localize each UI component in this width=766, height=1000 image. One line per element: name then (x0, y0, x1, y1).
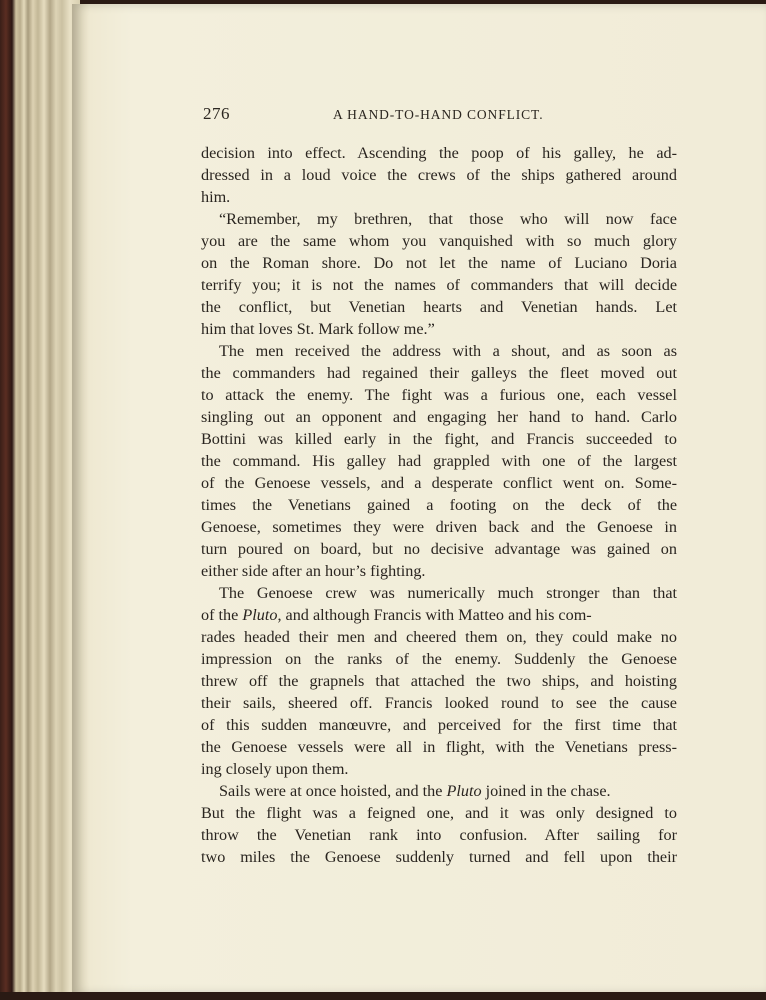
text-line: the conflict, but Venetian hearts and Venetian hands. Let (201, 298, 677, 316)
text-line: ing closely upon them. (201, 760, 349, 778)
text-fragment: , and although Francis with Matteo and his com- (277, 606, 592, 624)
text-line-mixed (201, 604, 677, 626)
text-line: the command. His galley had grappled with one of the largest (201, 452, 677, 470)
ship-name: Pluto (242, 606, 278, 624)
text-line: the Genoese vessels were all in flight, with the Venetians press- (201, 738, 677, 756)
text-line: rades headed their men and cheered them on, they could make no (201, 628, 677, 646)
text-line: either side after an hour’s fighting. (201, 562, 426, 580)
running-title: A HAND-TO-HAND CONFLICT. (333, 107, 544, 122)
page-header (203, 104, 683, 128)
text-line: him that loves St. Mark follow me.” (201, 320, 435, 338)
text-fragment: joined in the chase. (481, 782, 611, 800)
text-line: The men received the address with a shout, and as soon as (219, 342, 677, 360)
text-line: turn poured on board, but no decisive advantage was gained on (201, 540, 677, 558)
text-line: decision into effect. Ascending the poop of his galley, he ad- (201, 144, 677, 162)
text-line: him. (201, 188, 231, 206)
text-line: But the flight was a feigned one, and it was only designed to (201, 804, 677, 822)
text-line: times the Venetians gained a footing on the deck of the (201, 496, 677, 514)
text-line: their sails, sheered off. Francis looked round to see the cause (201, 694, 677, 712)
text-line: Genoese, sometimes they were driven back and the Genoese in (201, 518, 677, 536)
text-line: dressed in a loud voice the crews of the ships gathered around (201, 166, 677, 184)
text-line: to attack the enemy. The fight was a furious one, each vessel (201, 386, 677, 404)
text-line-mixed (201, 780, 677, 802)
text-line: the commanders had regained their galleys the fleet moved out (201, 364, 677, 382)
ship-name: Pluto (446, 782, 482, 800)
text-line: singling out an opponent and engaging her hand to hand. Carlo (201, 408, 677, 426)
text-line: of the Genoese vessels, and a desperate conflict went on. Some- (201, 474, 677, 492)
text-line: threw off the grapnels that attached the two ships, and hoisting (201, 672, 677, 690)
text-line: The Genoese crew was numerically much stronger than that (219, 584, 677, 602)
body-text (201, 142, 677, 868)
text-fragment: Sails were at once hoisted, and the (219, 782, 447, 800)
text-line: Bottini was killed early in the fight, and Francis succeeded to (201, 430, 677, 448)
text-fragment: of the (201, 606, 243, 624)
book-page-edges (0, 0, 80, 1000)
text-line: you are the same whom you vanquished with so much glory (201, 232, 677, 250)
text-line: terrify you; it is not the names of commanders that will decide (201, 276, 677, 294)
page-number: 276 (203, 104, 230, 123)
text-line: of this sudden manœuvre, and perceived for the first time that (201, 716, 677, 734)
text-line: “Remember, my brethren, that those who will now face (219, 210, 677, 228)
text-line: impression on the ranks of the enemy. Suddenly the Genoese (201, 650, 677, 668)
text-line: on the Roman shore. Do not let the name of Luciano Doria (201, 254, 677, 272)
book-cover-edge (0, 992, 766, 1000)
text-line: throw the Venetian rank into confusion. After sailing for (201, 826, 677, 844)
text-line: two miles the Genoese suddenly turned and fell upon their (201, 848, 677, 866)
